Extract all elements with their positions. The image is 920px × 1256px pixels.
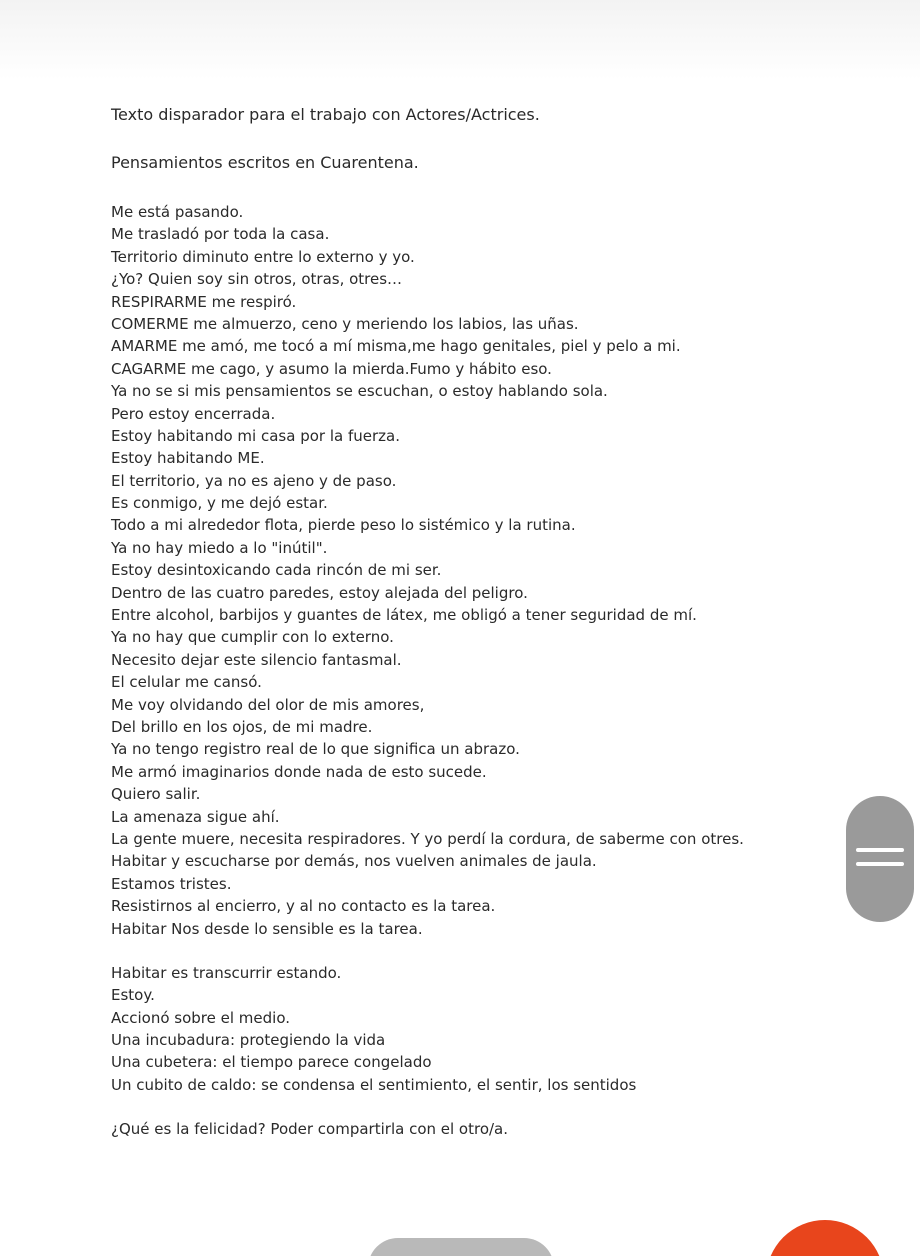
text-line: AMARME me amó, me tocó a mí misma,me hago genitales, piel y pelo a mi.: [111, 337, 681, 356]
text-line: El celular me cansó.: [111, 673, 262, 692]
text-line: La amenaza sigue ahí.: [111, 807, 280, 826]
text-line: Quiero salir.: [111, 785, 201, 804]
text-line: Un cubito de caldo: se condensa el sentimiento, el sentir, los sentidos: [111, 1075, 637, 1094]
text-line: ¿Yo? Quien soy sin otros, otras, otres…: [111, 270, 403, 289]
text-line: Dentro de las cuatro paredes, estoy alejada del peligro.: [111, 583, 528, 602]
document-page: [111, 104, 831, 1156]
top-bar-shade: [0, 0, 920, 80]
text-line: Estoy habitando ME.: [111, 449, 265, 468]
text-line: Ya no se si mis pensamientos se escuchan, o estoy hablando sola.: [111, 382, 608, 401]
text-line: Estoy desintoxicando cada rincón de mi ser.: [111, 561, 442, 580]
text-line: COMERME me almuerzo, ceno y meriendo los labios, las uñas.: [111, 314, 579, 333]
text-line: RESPIRARME me respiró.: [111, 292, 297, 311]
text-line: Ya no hay que cumplir con lo externo.: [111, 628, 394, 647]
closing-line: ¿Qué es la felicidad? Poder compartirla con el otro/a.: [111, 1120, 509, 1139]
text-line: Entre alcohol, barbijos y guantes de látex, me obligó a tener seguridad de mí.: [111, 606, 697, 625]
text-line: Habitar Nos desde lo sensible es la tarea.: [111, 919, 423, 938]
text-line: Habitar es transcurrir estando.: [111, 963, 342, 982]
grip-line-icon: [856, 862, 904, 866]
text-line: Ya no tengo registro real de lo que significa un abrazo.: [111, 740, 520, 759]
text-line: Ya no hay miedo a lo "inútil".: [111, 538, 328, 557]
text-line: Me trasladó por toda la casa.: [111, 225, 330, 244]
text-line: Habitar y escucharse por demás, nos vuelven animales de jaula.: [111, 852, 597, 871]
text-line: Me armó imaginarios donde nada de esto sucede.: [111, 762, 487, 781]
bottom-navigation-pill[interactable]: [368, 1238, 554, 1256]
text-line: El territorio, ya no es ajeno y de paso.: [111, 471, 397, 490]
text-line: Estoy.: [111, 986, 155, 1005]
text-line: Todo a mi alrededor flota, pierde peso lo sistémico y la rutina.: [111, 516, 576, 535]
poem-stanza-2: [111, 962, 831, 1096]
text-line: Pero estoy encerrada.: [111, 404, 276, 423]
document-title: Texto disparador para el trabajo con Actores/Actrices.: [111, 105, 540, 124]
text-line: Territorio diminuto entre lo externo y yo.: [111, 247, 415, 266]
floating-action-button[interactable]: [766, 1220, 884, 1256]
text-line: Necesito dejar este silencio fantasmal.: [111, 650, 402, 669]
text-line: Estoy habitando mi casa por la fuerza.: [111, 426, 400, 445]
text-line: Me está pasando.: [111, 203, 244, 221]
text-line: Me voy olvidando del olor de mis amores,: [111, 695, 425, 714]
text-line: Es conmigo, y me dejó estar.: [111, 494, 328, 513]
text-line: Una incubadura: protegiendo la vida: [111, 1031, 386, 1050]
text-line: Del brillo en los ojos, de mi madre.: [111, 717, 373, 736]
text-line: CAGARME me cago, y asumo la mierda.Fumo y hábito eso.: [111, 359, 552, 378]
text-line: La gente muere, necesita respiradores. Y yo perdí la cordura, de saberme con otres.: [111, 829, 744, 848]
text-line: Una cubetera: el tiempo parece congelado: [111, 1053, 432, 1072]
grip-line-icon: [856, 848, 904, 852]
document-subtitle: Pensamientos escritos en Cuarentena.: [111, 153, 419, 172]
text-line: Estamos tristes.: [111, 874, 232, 893]
text-line: Accionó sobre el medio.: [111, 1008, 291, 1027]
text-line: Resistirnos al encierro, y al no contacto es la tarea.: [111, 897, 496, 916]
scroll-handle[interactable]: [846, 796, 914, 922]
poem-stanza-1: [111, 201, 831, 940]
